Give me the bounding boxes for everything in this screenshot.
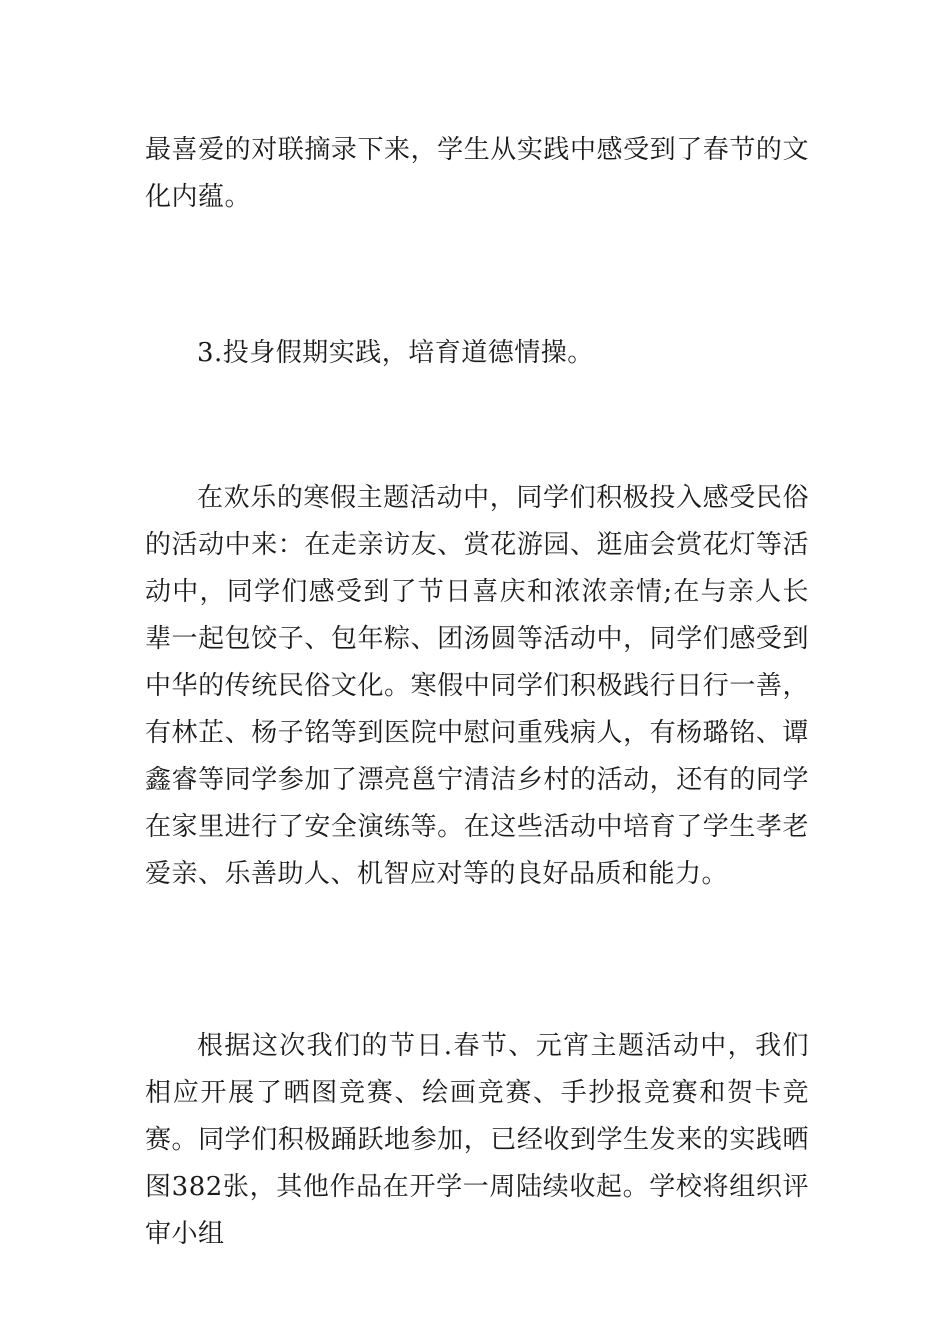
paragraph-competitions: 根据这次我们的节日.春节、元宵主题活动中，我们相应开展了晒图竞赛、绘画竞赛、手抄报竞赛和贺卡竞赛。同学们积极踊跃地参加，已经收到学生发来的实践晒图382张，其他作品在开学一周陆续收起。学校将组织评审小组 [145, 1031, 809, 1249]
section-heading: 3.投身假期实践，培育道德情操。 [197, 338, 594, 368]
paragraph-continuation: 最喜爱的对联摘录下来，学生从实践中感受到了春节的文化内蕴。 [145, 135, 809, 212]
paragraph-folk-activities: 在欢乐的寒假主题活动中，同学们积极投入感受民俗的活动中来：在走亲访友、赏花游园、逛庙会赏花灯等活动中，同学们感受到了节日喜庆和浓浓亲情;在与亲人长辈一起包饺子、包年粽、团汤圆等活动中，同学们感受到中华的传统民俗文化。寒假中同学们积极践行日行一善，有林芷、杨子铭等到医院中慰问重残病人，有杨璐铭、谭鑫睿等同学参加了漂亮邕宁清洁乡村的活动，还有的同学在家里进行了安全演练等。在这些活动中培育了学生孝老爱亲、乐善助人、机智应对等的良好品质和能力。 [145, 483, 809, 889]
